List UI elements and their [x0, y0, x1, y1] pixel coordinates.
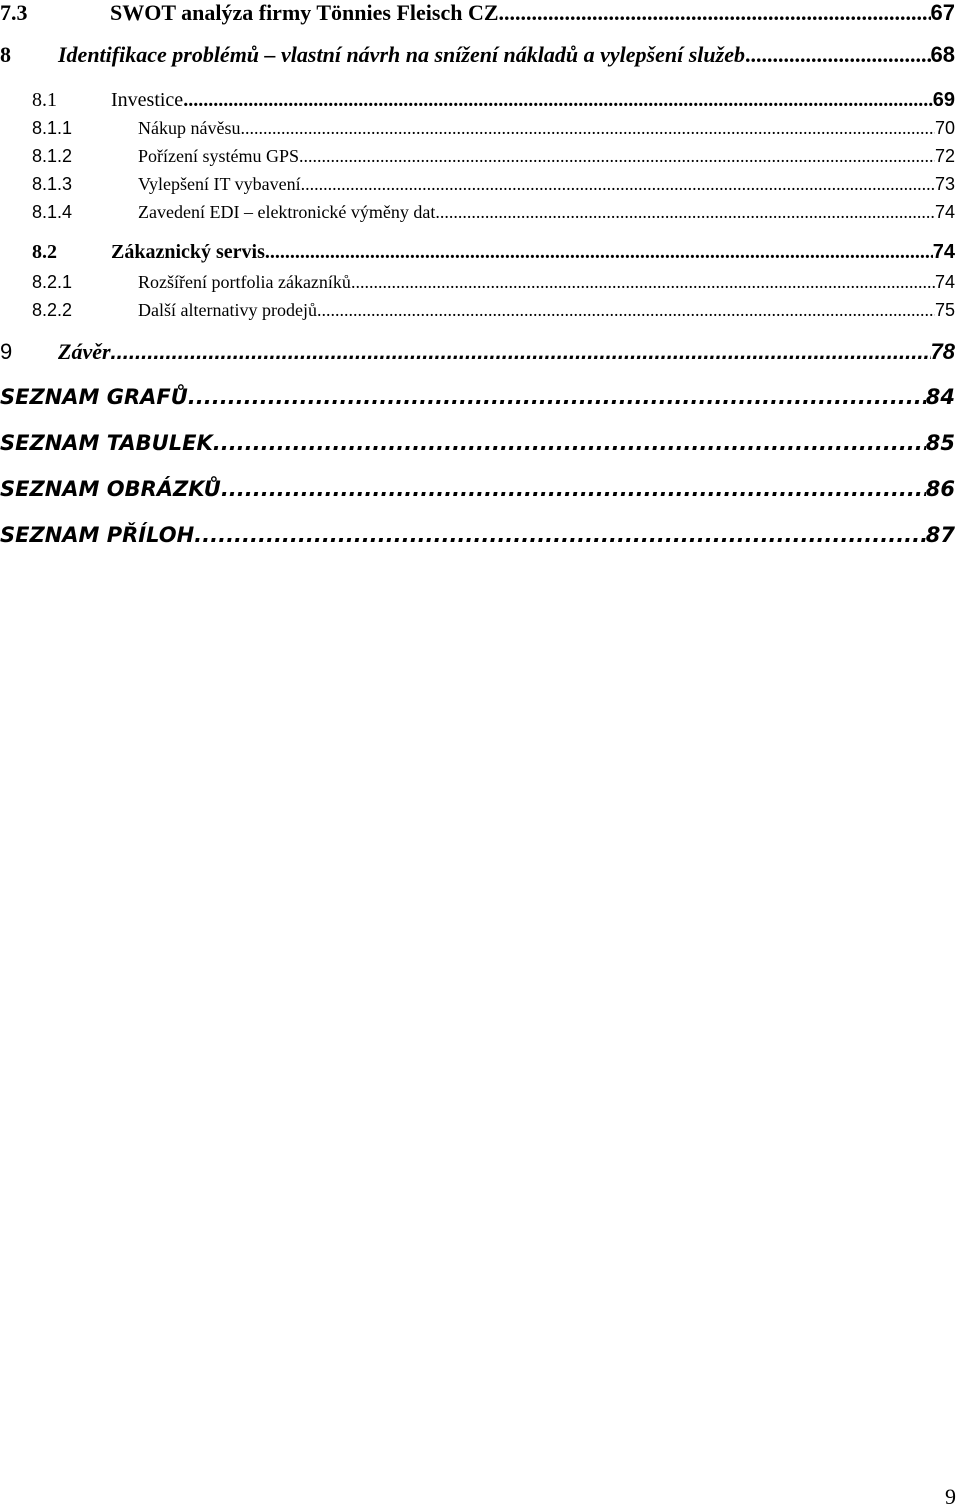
toc-entry-title: Další alternativy prodejů [138, 300, 317, 320]
toc-entry-title: SEZNAM TABULEK [0, 431, 213, 455]
toc-entry-number: 8.1 [32, 89, 57, 111]
toc-entry-title: Pořízení systému GPS [138, 146, 300, 166]
toc-entry-title: Vylepšení IT vybavení [138, 174, 301, 194]
toc-entry-number: 8.2 [32, 241, 57, 263]
toc-entry-number: 8.1.4 [32, 202, 73, 222]
toc-entry-page: 67 [930, 0, 955, 25]
toc-entry-seznam-grafu[interactable] [0, 385, 955, 409]
toc-entry-8-1-4[interactable] [32, 202, 955, 223]
toc-entry-number: 7.3 [0, 0, 28, 25]
toc-leader-dots [745, 42, 931, 68]
toc-leader-dots [317, 300, 935, 321]
toc-entry-8-1-2[interactable] [32, 146, 955, 167]
toc-entry-seznam-tabulek[interactable] [0, 431, 955, 455]
toc-entry-page: 74 [932, 241, 955, 263]
toc-entry-title: Závěr [58, 339, 111, 364]
toc-entry-8[interactable] [0, 42, 955, 68]
toc-entry-page: 74 [934, 202, 955, 222]
toc-entry-page: 86 [925, 477, 955, 501]
toc-entry-title: Identifikace problémů – vlastní návrh na snížení nákladů a vylepšení služeb [58, 42, 745, 67]
toc-entry-page: 87 [925, 523, 955, 547]
toc-leader-dots [188, 385, 926, 409]
toc-leader-dots [183, 89, 933, 112]
toc-entry-page: 84 [925, 385, 955, 409]
toc-entry-number: 8.2.2 [32, 300, 73, 320]
toc-leader-dots [351, 272, 935, 293]
toc-leader-dots [240, 118, 934, 139]
toc-entry-title: Nákup návěsu [138, 118, 241, 138]
toc-entry-title: Zákaznický servis [111, 241, 265, 263]
toc-leader-dots [194, 523, 926, 547]
toc-entry-number: 9 [0, 339, 13, 364]
toc-entry-page: 75 [934, 300, 955, 320]
toc-entry-7-3[interactable] [0, 0, 955, 26]
toc-leader-dots [265, 241, 933, 264]
toc-entry-page: 69 [932, 89, 955, 111]
toc-entry-seznam-obrazku[interactable] [0, 477, 955, 501]
toc-entry-title: Investice [111, 89, 184, 111]
toc-entry-8-2-2[interactable] [32, 300, 955, 321]
page-number: 9 [945, 1484, 956, 1509]
toc-entry-page: 68 [930, 42, 955, 67]
toc-entry-title: SEZNAM OBRÁZKŮ [0, 477, 221, 501]
toc-entry-8-1-1[interactable] [32, 118, 955, 139]
toc-entry-8-2[interactable] [32, 241, 955, 264]
toc-entry-page: 72 [934, 146, 955, 166]
toc-entry-page: 85 [925, 431, 955, 455]
toc-leader-dots [499, 0, 931, 26]
toc-leader-dots [299, 146, 935, 167]
toc-entry-8-1[interactable] [32, 89, 955, 112]
toc-entry-number: 8.1.2 [32, 146, 73, 166]
toc-entry-title: SWOT analýza firmy Tönnies Fleisch CZ [110, 0, 499, 25]
toc-entry-title: Zavedení EDI – elektronické výměny dat [138, 202, 436, 222]
toc-entry-title: SEZNAM PŘÍLOH [0, 523, 195, 547]
toc-leader-dots [435, 202, 935, 223]
toc-leader-dots [213, 431, 926, 455]
toc-entry-seznam-priloh[interactable] [0, 523, 955, 547]
toc-entry-9[interactable] [0, 339, 955, 365]
toc-entry-8-1-3[interactable] [32, 174, 955, 195]
toc-leader-dots [301, 174, 935, 195]
toc-entry-number: 8 [0, 42, 11, 67]
toc-entry-title: SEZNAM GRAFŮ [0, 385, 188, 409]
toc-entry-8-2-1[interactable] [32, 272, 955, 293]
toc-entry-number: 8.2.1 [32, 272, 73, 292]
toc-entry-page: 70 [934, 118, 955, 138]
toc-leader-dots [221, 477, 926, 501]
toc-entry-number: 8.1.1 [32, 118, 73, 138]
toc-entry-title: Rozšíření portfolia zákazníků [138, 272, 351, 292]
toc-leader-dots [111, 339, 931, 365]
toc-entry-page: 73 [934, 174, 955, 194]
toc-entry-page: 78 [930, 339, 955, 364]
toc-entry-number: 8.1.3 [32, 174, 73, 194]
toc-entry-page: 74 [934, 272, 955, 292]
